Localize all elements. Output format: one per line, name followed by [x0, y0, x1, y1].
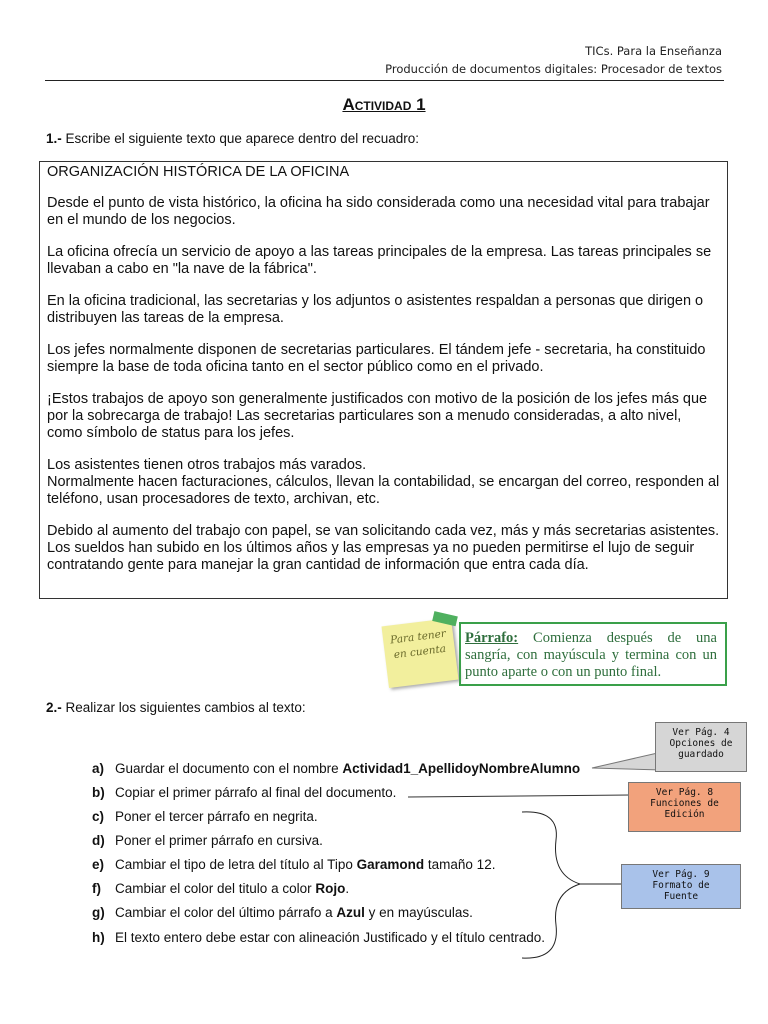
- list-item-key: e): [92, 857, 105, 872]
- box-paragraph-6b: Normalmente hacen facturaciones, cálculos, llevan la contabilidad, se encargan del correo, responden al teléfono, usan procesadores de texto, archivan, etc.: [47, 474, 720, 507]
- list-item-text: Poner el primer párrafo en cursiva.: [115, 833, 323, 848]
- callout-saving: [655, 722, 747, 772]
- list-item-key: b): [92, 785, 105, 800]
- brace-connector: [522, 812, 622, 884]
- callout-line: Fuente: [663, 891, 699, 902]
- box-paragraph-7: Debido al aumento del trabajo con papel, se van solicitando cada vez, más y más secretarias asistentes. Los sueldos han subido en los últimos años y las empresas ya no pueden permitirse el lujo de seguir contratando gente para manejar la gran cantidad de información que entra cada día.: [47, 523, 720, 573]
- callout-pointer-1: [592, 752, 662, 770]
- callout-line: Edición: [664, 809, 705, 820]
- callout-line: guardado: [678, 749, 724, 760]
- callout-font-format: [621, 864, 741, 909]
- tip-text: Comienza después de una sangría, con mayúscula y termina con un punto aparte o con un punto final.: [465, 630, 717, 680]
- list-item-text: El texto entero debe estar con alineación Justificado y el título centrado.: [115, 930, 546, 945]
- box-paragraph-4: Los jefes normalmente disponen de secretarias particulares. El tándem jefe - secretaria, ha constituido siempre la base de toda oficina tanto en el sector público como en el privado.: [47, 342, 706, 375]
- page-title-text: Actividad 1: [342, 95, 426, 114]
- list-item-text: Copiar el primer párrafo al final del documento.: [115, 785, 397, 800]
- box-paragraph-1: Desde el punto de vista histórico, la oficina ha sido considerada como una necesidad vital para trabajar en el mundo de los negocios.: [47, 195, 710, 228]
- box-heading: ORGANIZACIÓN HISTÓRICA DE LA OFICINA: [47, 164, 350, 180]
- callout-editing: [628, 782, 741, 832]
- list-item-text: Cambiar el color del titulo a color: [115, 881, 316, 896]
- list-item-key: f): [92, 881, 101, 896]
- callout-line: Opciones de: [669, 738, 733, 749]
- list-item-post: .: [345, 881, 350, 896]
- list-item-key: h): [92, 930, 105, 945]
- header-course: TICs. Para la Enseñanza: [585, 44, 722, 58]
- box-paragraph-6a: Los asistentes tienen otros trabajos más varados.: [47, 457, 367, 473]
- header-subject: Producción de documentos digitales: Procesador de textos: [385, 62, 722, 76]
- sticky-note-line-2: en cuenta: [393, 642, 447, 662]
- brace-connector-lower: [522, 884, 580, 958]
- list-item-key: g): [92, 905, 105, 920]
- list-item-bold: Garamond: [356, 857, 425, 872]
- callout-line: Ver Pág. 8: [655, 787, 714, 798]
- list-item-key: d): [92, 833, 105, 848]
- tip-term: Párrafo:: [465, 630, 519, 646]
- list-item-text: Guardar el documento con el nombre: [115, 761, 343, 776]
- list-item-post: tamaño 12.: [424, 857, 496, 872]
- callout-line: Formato de: [652, 880, 710, 891]
- list-item-key: c): [92, 809, 105, 824]
- callout-line: Ver Pág. 9: [652, 869, 710, 880]
- list-item-text: Poner el tercer párrafo en negrita.: [115, 809, 318, 824]
- callout-line: Funciones de: [650, 798, 719, 809]
- box-paragraph-3: En la oficina tradicional, las secretarias y los adjuntos o asistentes respaldan a personas que dirigen o distribuyen las tareas de la empresa.: [47, 293, 704, 326]
- question-2-number: 2.-: [46, 700, 62, 715]
- callout-line-2: [408, 795, 630, 797]
- list-item-bold: Actividad1_ApellidoyNombreAlumno: [342, 761, 581, 776]
- box-paragraph-2: La oficina ofrecía un servicio de apoyo a las tareas principales de la empresa. Las tareas principales se llevaban a cabo en "la nave de la fábrica".: [47, 244, 712, 277]
- question-1-text: Escribe el siguiente texto que aparece dentro del recuadro:: [65, 131, 420, 146]
- box-paragraph-5: ¡Estos trabajos de apoyo son generalmente justificados con motivo de la posición de los jefes más que por la sobrecarga de trabajo! Las secretarias particulares son a menudo consideradas, a alto nivel, como símbolo de status para los jefes.: [47, 391, 708, 441]
- list-item-key: a): [92, 761, 105, 776]
- callout-line: Ver Pág. 4: [672, 727, 730, 738]
- list-item-text: Cambiar el tipo de letra del título al Tipo: [115, 857, 357, 872]
- question-2-text: Realizar los siguientes cambios al texto:: [65, 700, 306, 715]
- list-item-bold: Azul: [336, 905, 365, 920]
- sticky-note-line-1: Para tener: [389, 627, 447, 647]
- question-1-number: 1.-: [46, 131, 62, 146]
- list-item-bold: Rojo: [315, 881, 346, 896]
- list-item-post: y en mayúsculas.: [364, 905, 473, 920]
- list-item-text: Cambiar el color del último párrafo a: [115, 905, 337, 920]
